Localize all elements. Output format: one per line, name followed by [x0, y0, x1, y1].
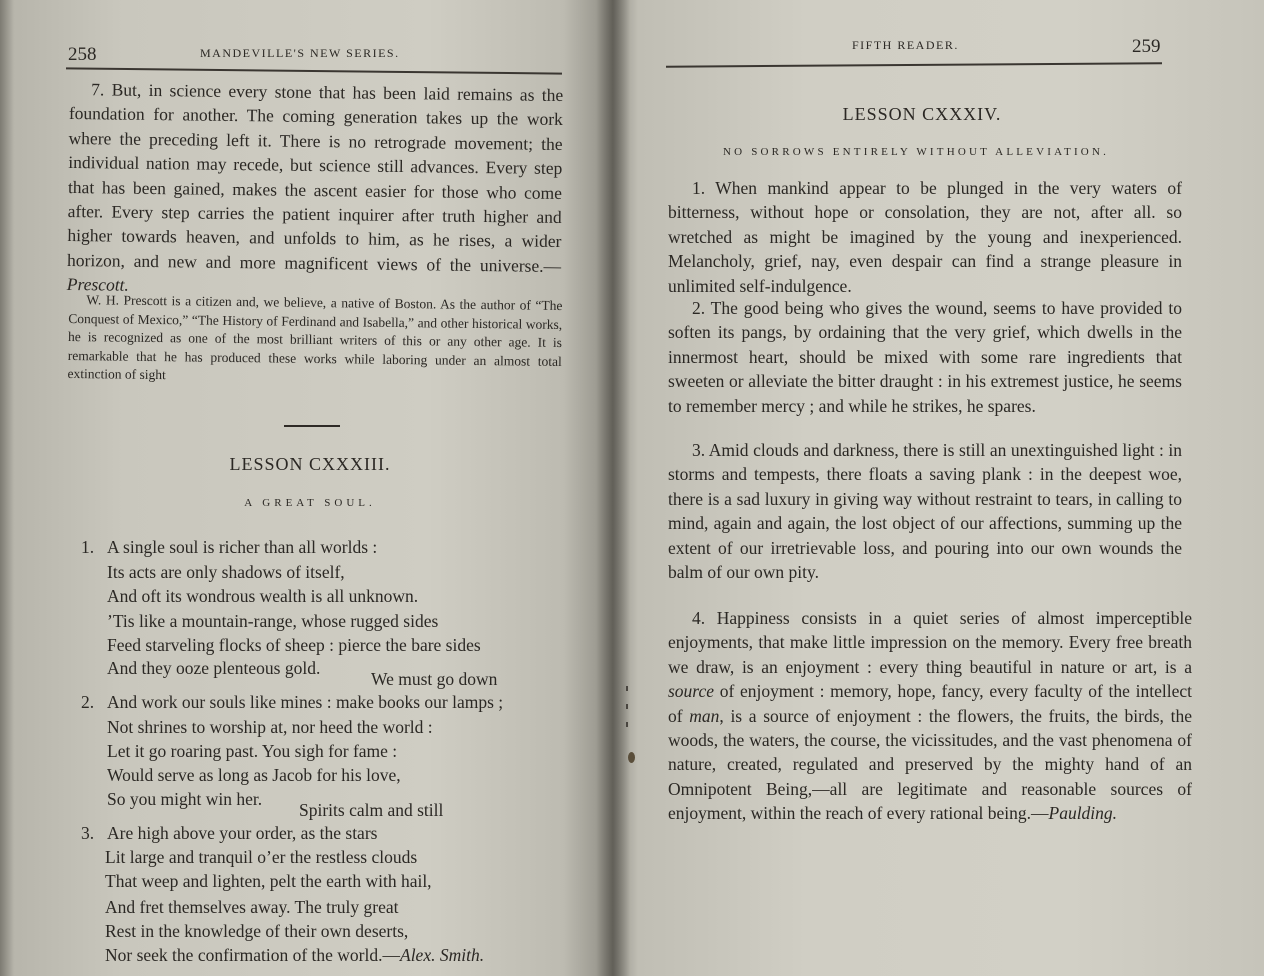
- paragraph-4-emphasis: man: [689, 705, 720, 726]
- poem-author: Alex. Smith.: [400, 945, 485, 965]
- left-page-number: 258: [68, 44, 97, 65]
- stanza-number: 1.: [81, 537, 95, 557]
- poem-line: Its acts are only shadows of itself,: [107, 562, 345, 582]
- poem-line: [81, 822, 377, 844]
- left-running-head: MANDEVILLE'S NEW SERIES.: [200, 46, 400, 60]
- poem-line: [105, 944, 484, 966]
- stanza-number: 2.: [81, 692, 95, 712]
- page-edge-shadow: [0, 0, 14, 976]
- poem-line-text: Nor seek the confirmation of the world.—: [105, 945, 400, 965]
- paragraph-2: 2. The good being who gives the wound, seems to have provided to soften its pangs, by ordaining that the very grief, which dwells in the innermost heart, should be mixed with some rare ingredients that sweeten or alleviate the bitter draught : in his extremest justice, he seems to remember mercy ; and while he strikes, he spares.: [668, 298, 1182, 416]
- stanza-number: 3.: [81, 823, 95, 843]
- paragraph-4-text: , is a source of enjoyment : the flowers, the fruits, the birds, the woods, the waters, the course, the vicissitudes, and the vast phenomena of nature, created, regulated and preserved by the mighty hand of an Omnipotent Being,—all are legitimate and reasonable sources of enjoyment, within the reach of every rational being.—: [668, 705, 1192, 824]
- poem-line: We must go down: [371, 669, 498, 689]
- paragraph-7-text: 7. But, in science every stone that has been laid remains as the foundation for another. The coming generation takes up the work where the preceding left it. There is no retrograde movement; the individual nation may recede, but science still advances. Every step that has been gained, makes the ascent easier for those who come after. Every step carries the patient inquirer after truth higher and higher towards heaven, and unfolds to him, as he rises, a wider horizon, and new and more magnificent views of the universe.—: [67, 79, 564, 276]
- poem-line: And fret themselves away. The truly great: [105, 897, 399, 917]
- poem-line: Lit large and tranquil o’er the restless clouds: [105, 847, 418, 867]
- paragraph-3: 3. Amid clouds and darkness, there is still an unextinguished light : in storms and tempests, there floats a saving plank : in the deepest woe, there is a sad luxury in giving way without restraint to tears, in calling to mind, again and again, the lost object of our affections, summing up the extent of our irretrievable loss, and pouring into our own wounds the balm of our own pity.: [668, 440, 1182, 583]
- paragraph-4-author: Paulding.: [1048, 803, 1118, 824]
- lesson-133-title: LESSON CXXXIII.: [229, 454, 391, 474]
- paragraph-4: [668, 606, 1192, 826]
- lesson-134-subtitle: NO SORROWS ENTIRELY WITHOUT ALLEVIATION.: [722, 146, 1110, 158]
- poem-line: Feed starveling flocks of sheep : pierce the bare sides: [107, 635, 481, 655]
- section-divider: [284, 425, 340, 427]
- biographical-note: W. H. Prescott is a citizen and, we believe, a native of Boston. As the author of “The Conquest of Mexico,” “The History of Ferdinand and Isabella,” and other historical works, he is recognized as one of the most brilliant writers of this or any other age. It is remarkable that he has produced these works while laboring under an almost total extinction of sight: [67, 292, 563, 383]
- poem-line: ’Tis like a mountain-range, whose rugged sides: [107, 611, 439, 631]
- left-page: [0, 0, 612, 976]
- poem-line: Not shrines to worship at, nor heed the world :: [107, 717, 433, 737]
- poem-line-text: A single soul is richer than all worlds :: [107, 537, 378, 557]
- poem-line: So you might win her.: [107, 789, 263, 809]
- right-running-head: FIFTH READER.: [852, 38, 959, 52]
- poem-line-text: Are high above your order, as the stars: [107, 823, 378, 843]
- book-gutter: [596, 0, 630, 976]
- poem-line-text: And work our souls like mines : make books our lamps ;: [107, 692, 504, 712]
- poem-line: Let it go roaring past. You sigh for fame :: [107, 741, 398, 761]
- paragraph-4-text: 4. Happiness consists in a quiet series of almost imperceptible enjoyments, that make little impression on the memory. Every free breath we draw, is an enjoyment : every thing beautiful in nature or art, is a: [668, 608, 1192, 677]
- paragraph-7: [67, 77, 564, 303]
- right-header-rule: [666, 62, 1162, 67]
- poem-line: Spirits calm and still: [299, 800, 444, 820]
- right-page: [612, 0, 1264, 976]
- paragraph-4-emphasis: source: [668, 681, 715, 702]
- lesson-133-subtitle: A GREAT SOUL.: [244, 497, 376, 509]
- poem-line: Would serve as long as Jacob for his love,: [107, 765, 401, 785]
- poem-line: [81, 536, 377, 558]
- left-header-rule: [66, 67, 562, 74]
- poem-line: That weep and lighten, pelt the earth with hail,: [105, 871, 432, 891]
- poem-line: [81, 691, 503, 713]
- lesson-134-title: LESSON CXXXIV.: [842, 104, 1002, 124]
- paragraph-7-author: Prescott.: [66, 274, 129, 295]
- paragraph-1: 1. When mankind appear to be plunged in the very waters of bitterness, without hope or consolation, they are not, after all. so wretched as might be imagined by the young and inexperienced. Melancholy, grief, nay, even despair can find a strange pleasure in unlimited self-indulgence.: [668, 178, 1182, 296]
- poem-line: And oft its wondrous wealth is all unknown.: [107, 586, 419, 606]
- right-page-number: 259: [1132, 36, 1161, 57]
- poem-line: Rest in the knowledge of their own deserts,: [105, 921, 409, 941]
- poem-line: And they ooze plenteous gold.: [107, 658, 321, 678]
- paragraph-4-text: of enjoyment : memory, hope, fancy, every faculty of the intellect of: [668, 681, 1192, 726]
